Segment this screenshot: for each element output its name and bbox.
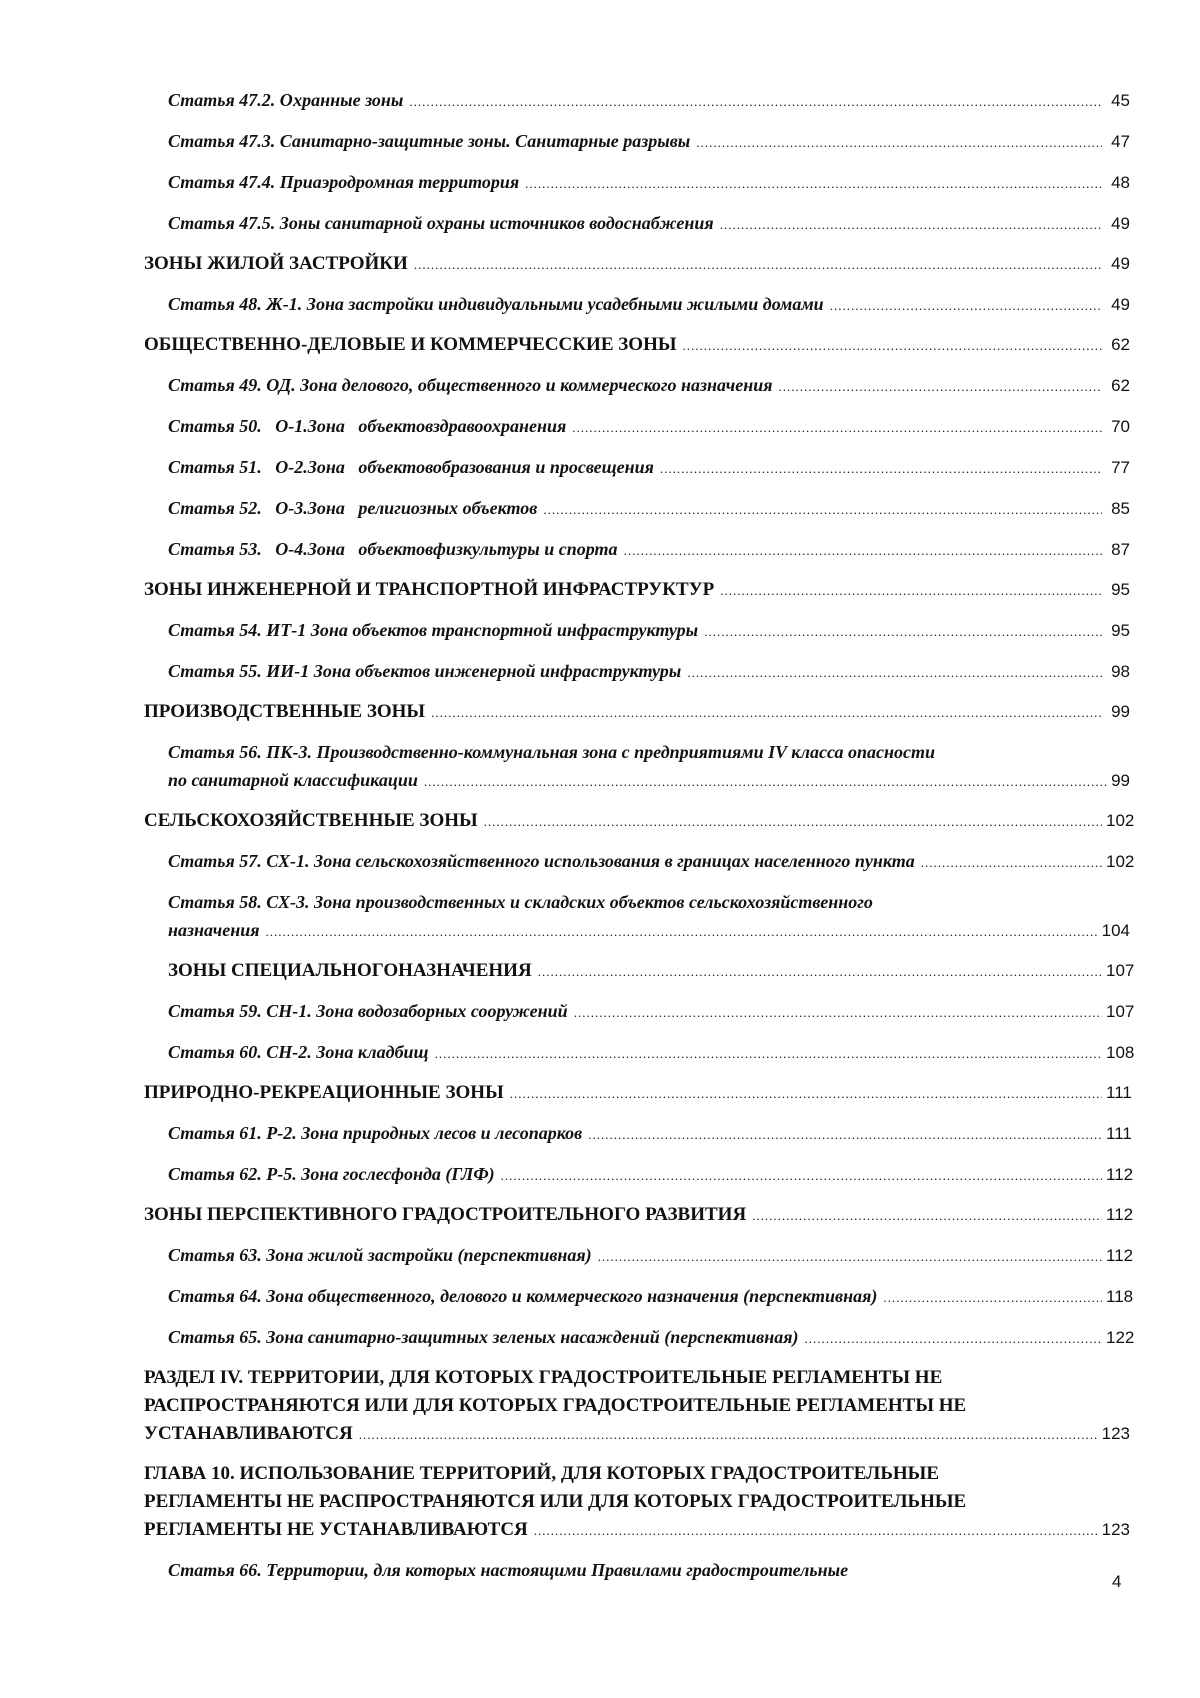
toc-section-multiline[interactable]: [144, 1460, 1130, 1545]
toc-section-page: 99: [1111, 702, 1130, 721]
toc-entry-title: Статья 47.4. Приаэродромная территория: [168, 172, 520, 192]
dot-leader: [574, 999, 1102, 1027]
toc-entry[interactable]: [144, 1282, 1134, 1312]
toc-entry[interactable]: [144, 1241, 1134, 1271]
toc-section[interactable]: [144, 1079, 1130, 1108]
toc-entry-page: 111: [1106, 1124, 1132, 1143]
dot-leader: [779, 373, 1102, 401]
toc-entry-page: 49: [1111, 214, 1130, 233]
toc-entry-title: Статья 48. Ж-1. Зона застройки индивидуальными усадебными жилыми домами: [168, 294, 824, 314]
dot-leader: [720, 211, 1102, 239]
toc-section[interactable]: [144, 698, 1130, 727]
toc-section-page: 95: [1111, 580, 1130, 599]
toc-section[interactable]: [144, 807, 1135, 836]
dot-leader: [624, 537, 1102, 565]
toc-entry-page: 108: [1106, 1043, 1135, 1062]
toc-section[interactable]: [144, 576, 1130, 605]
dot-leader: [660, 455, 1102, 483]
toc-section-page: 123: [1101, 1520, 1130, 1539]
toc-entry-title: Статья 53. О-4.Зона объектовфизкультуры и спорта: [168, 539, 618, 559]
toc-entry-title: Статья 59. СН-1. Зона водозаборных сооружений: [168, 1001, 568, 1021]
toc-entry[interactable]: [144, 494, 1130, 524]
toc-entry-title: Статья 61. Р-2. Зона природных лесов и лесопарков: [168, 1123, 583, 1143]
toc-entry-title: Статья 65. Зона санитарно-защитных зеленых насаждений (перспективная): [168, 1327, 799, 1347]
dot-leader: [409, 88, 1102, 116]
toc-entry-page: 85: [1111, 499, 1130, 518]
toc-entry-page: 102: [1106, 852, 1135, 871]
toc-entry-page: 62: [1111, 376, 1130, 395]
toc-entry-title: Статья 55. ИИ-1 Зона объектов инженерной инфраструктуры: [168, 661, 682, 681]
page-number: 4: [1112, 1572, 1122, 1591]
toc-entry-title-line: по санитарной классификации: [168, 770, 418, 790]
toc-entry-title-line: назначения: [168, 920, 260, 940]
toc-entry[interactable]: [144, 412, 1130, 442]
toc-section-title: ОБЩЕСТВЕННО-ДЕЛОВЫЕ И КОММЕРЧЕССКИЕ ЗОНЫ: [144, 334, 677, 355]
toc-entry-title: Статья 50. О-1.Зона объектовздравоохранения: [168, 416, 567, 436]
toc-entry-title: Статья 47.5. Зоны санитарной охраны источников водоснабжения: [168, 213, 714, 233]
toc-section-title: ЗОНЫ СПЕЦИАЛЬНОГОНАЗНАЧЕНИЯ: [168, 960, 532, 981]
toc-entry-continued[interactable]: Статья 66. Территории, для которых настоящими Правилами градостроительные: [168, 1560, 849, 1580]
dot-leader: [683, 332, 1102, 360]
toc-section-multiline[interactable]: [144, 1364, 1130, 1449]
dot-leader: [359, 1421, 1098, 1449]
toc-section-page: 111: [1106, 1083, 1132, 1102]
dot-leader: [598, 1243, 1102, 1271]
toc-entry-title: Статья 64. Зона общественного, делового и коммерческого назначения (перспективная): [168, 1286, 878, 1306]
toc-entry-page: 87: [1111, 540, 1130, 559]
toc-entry[interactable]: [144, 997, 1135, 1027]
dot-leader: [510, 1080, 1102, 1108]
toc-entry-page: 112: [1106, 1165, 1134, 1184]
dot-leader: [525, 170, 1102, 198]
dot-leader: [687, 659, 1102, 687]
toc-section[interactable]: [144, 331, 1130, 360]
dot-leader: [720, 577, 1102, 605]
toc-entry-page: 77: [1111, 458, 1130, 477]
toc-entry-page: 95: [1111, 621, 1130, 640]
toc-section-page: 102: [1106, 811, 1135, 830]
dot-leader: [484, 808, 1102, 836]
toc-section-title: ЗОНЫ ЖИЛОЙ ЗАСТРОЙКИ: [144, 253, 408, 274]
toc-entry-title: Статья 52. О-3.Зона религиозных объектов: [168, 498, 538, 518]
toc-entry-title: Статья 49. ОД. Зона делового, общественного и коммерческого назначения: [168, 375, 773, 395]
toc-entry-title: Статья 54. ИТ-1 Зона объектов транспортной инфраструктуры: [168, 620, 699, 640]
toc-section-page: 112: [1106, 1205, 1134, 1224]
toc-entry-title: Статья 47.3. Санитарно-защитные зоны. Санитарные разрывы: [168, 131, 691, 151]
dot-leader: [543, 496, 1102, 524]
toc-entry-page: 118: [1106, 1287, 1134, 1306]
dot-leader: [424, 768, 1107, 796]
toc-entry-page: 49: [1111, 295, 1130, 314]
toc-entry-page: 70: [1111, 417, 1130, 436]
toc-entry[interactable]: [144, 1323, 1135, 1353]
toc-entry-multiline[interactable]: [144, 888, 1130, 946]
toc-entry[interactable]: [144, 1119, 1130, 1149]
toc-section-title-line: РАЗДЕЛ IV. ТЕРРИТОРИИ, ДЛЯ КОТОРЫХ ГРАДОСТРОИТЕЛЬНЫЕ РЕГЛАМЕНТЫ НЕ: [144, 1367, 943, 1388]
toc-entry[interactable]: [144, 290, 1130, 320]
toc-entry-page: 112: [1106, 1246, 1134, 1265]
toc-entry[interactable]: [144, 453, 1130, 483]
toc-entry[interactable]: [144, 1038, 1135, 1068]
toc-entry-title: Статья 51. О-2.Зона объектовобразования и просвещения: [168, 457, 654, 477]
toc-section-title: ЗОНЫ ПЕРСПЕКТИВНОГО ГРАДОСТРОИТЕЛЬНОГО РАЗВИТИЯ: [144, 1204, 747, 1225]
dot-leader: [266, 918, 1098, 946]
toc-section[interactable]: [144, 250, 1130, 279]
toc-section-title-line: ГЛАВА 10. ИСПОЛЬЗОВАНИЕ ТЕРРИТОРИЙ, ДЛЯ КОТОРЫХ ГРАДОСТРОИТЕЛЬНЫЕ: [144, 1463, 939, 1484]
toc-entry-title: Статья 47.2. Охранные зоны: [168, 90, 404, 110]
toc-section[interactable]: [144, 1201, 1134, 1230]
toc-entry[interactable]: [144, 847, 1135, 877]
toc-section-title-line: РАСПРОСТРАНЯЮТСЯ ИЛИ ДЛЯ КОТОРЫХ ГРАДОСТРОИТЕЛЬНЫЕ РЕГЛАМЕНТЫ НЕ: [144, 1395, 967, 1416]
toc-entry[interactable]: [144, 535, 1130, 565]
toc-entry-multiline[interactable]: [144, 738, 1130, 796]
dot-leader: [752, 1202, 1102, 1230]
toc-entry-title: Статья 62. Р-5. Зона гослесфонда (ГЛФ): [168, 1164, 495, 1184]
toc-section-title-line: РЕГЛАМЕНТЫ НЕ УСТАНАВЛИВАЮТСЯ: [144, 1519, 528, 1540]
toc-section-title: СЕЛЬСКОХОЗЯЙСТВЕННЫЕ ЗОНЫ: [144, 810, 478, 831]
toc-entry[interactable]: [144, 657, 1130, 687]
toc-entry-page: 104: [1101, 921, 1130, 940]
dot-leader: [696, 129, 1102, 157]
toc-entry-page: 107: [1106, 1002, 1135, 1021]
toc-entry-title-line: Статья 58. СХ-3. Зона производственных и складских объектов сельскохозяйственного: [168, 892, 873, 912]
dot-leader: [704, 618, 1102, 646]
toc-entry[interactable]: [144, 168, 1130, 198]
toc-entry[interactable]: [144, 86, 1130, 116]
toc-entry[interactable]: [144, 127, 1130, 157]
dot-leader: [572, 414, 1102, 442]
dot-leader: [431, 699, 1102, 727]
toc-entry-title: Статья 60. СН-2. Зона кладбищ: [168, 1042, 429, 1062]
dot-leader: [830, 292, 1102, 320]
toc-entry-page: 45: [1111, 91, 1130, 110]
toc-section-title: ПРОИЗВОДСТВЕННЫЕ ЗОНЫ: [144, 701, 426, 722]
dot-leader: [588, 1121, 1102, 1149]
toc-section-page: 62: [1111, 335, 1130, 354]
toc-entry-page: 122: [1106, 1328, 1135, 1347]
toc-section[interactable]: [144, 957, 1135, 986]
toc-entry-page: 48: [1111, 173, 1130, 192]
dot-leader: [883, 1284, 1102, 1312]
dot-leader: [414, 251, 1102, 279]
toc-section-page: 49: [1111, 254, 1130, 273]
toc-section-title-line: УСТАНАВЛИВАЮТСЯ: [144, 1423, 353, 1444]
dot-leader: [921, 849, 1102, 877]
toc-entry-page: 47: [1111, 132, 1130, 151]
toc-entry[interactable]: [144, 209, 1130, 239]
toc-entry-title: Статья 57. СХ-1. Зона сельскохозяйственного использования в границах населенного пункта: [168, 851, 915, 871]
toc-entry[interactable]: [144, 1160, 1134, 1190]
toc-entry-page: 98: [1111, 662, 1130, 681]
table-of-contents: [144, 86, 1135, 1584]
toc-entry-title: Статья 63. Зона жилой застройки (перспективная): [168, 1245, 592, 1265]
toc-section-title: ПРИРОДНО-РЕКРЕАЦИОННЫЕ ЗОНЫ: [144, 1082, 504, 1103]
toc-section-page: 123: [1101, 1424, 1130, 1443]
toc-entry-title-line: Статья 56. ПК-3. Производственно-коммунальная зона с предприятиями IV класса опасности: [168, 742, 935, 762]
dot-leader: [501, 1162, 1102, 1190]
dot-leader: [804, 1325, 1102, 1353]
dot-leader: [435, 1040, 1102, 1068]
toc-entry[interactable]: [144, 616, 1130, 646]
toc-section-title: ЗОНЫ ИНЖЕНЕРНОЙ И ТРАНСПОРТНОЙ ИНФРАСТРУКТУР: [144, 579, 715, 600]
dot-leader: [534, 1517, 1098, 1545]
toc-entry-page: 99: [1111, 771, 1130, 790]
dot-leader: [538, 958, 1102, 986]
toc-section-title-line: РЕГЛАМЕНТЫ НЕ РАСПРОСТРАНЯЮТСЯ ИЛИ ДЛЯ КОТОРЫХ ГРАДОСТРОИТЕЛЬНЫЕ: [144, 1491, 967, 1512]
toc-section-page: 107: [1106, 961, 1135, 980]
toc-entry[interactable]: [144, 371, 1130, 401]
